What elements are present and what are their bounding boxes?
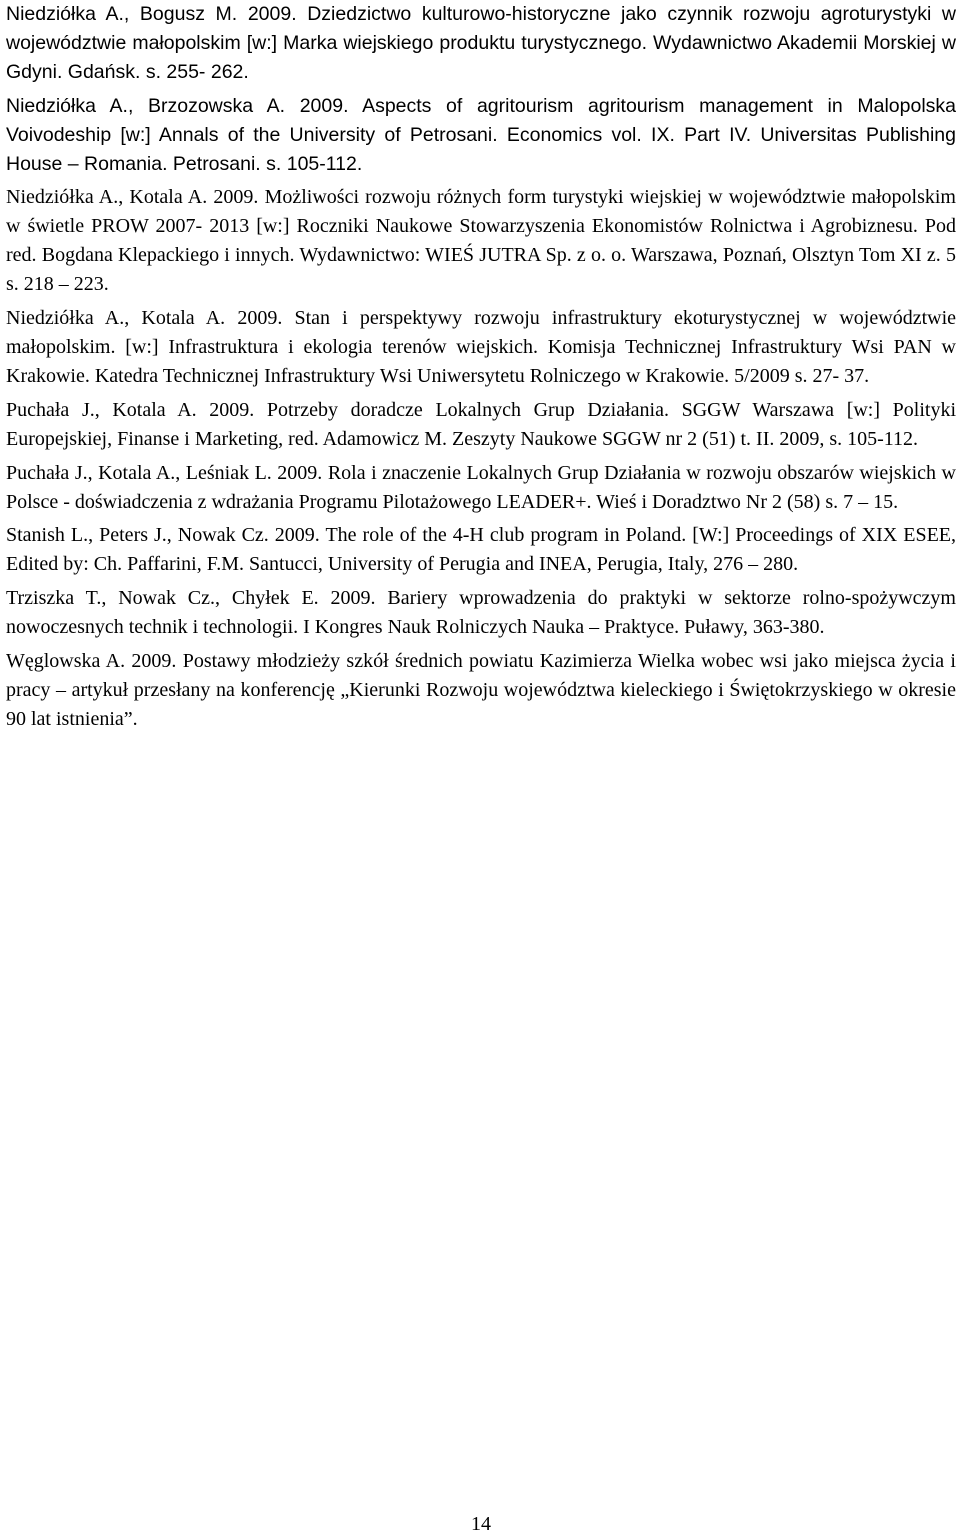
reference-entry: Węglowska A. 2009. Postawy młodzieży szkół średnich powiatu Kazimierza Wielka wobec wsi jako miejsca życia i pracy – artykuł przesłany na konferencję „Kierunki Rozwoju województwa kieleckiego i Świętokrzyskiego w okresie 90 lat istnienia”.: [6, 650, 956, 730]
reference-entry: Puchała J., Kotala A., Leśniak L. 2009. Rola i znaczenie Lokalnych Grup Działania w rozwoju obszarów wiejskich w Polsce - doświadczenia z wdrażania Programu Pilotażowego LEADER+. Wieś i Doradztwo Nr 2 (58) s. 7 – 15.: [6, 461, 956, 513]
reference-entry: Niedziółka A., Kotala A. 2009. Możliwości rozwoju różnych form turystyki wiejskiej w województwie małopolskim w świetle PROW 2007- 2013 [w:] Roczniki Naukowe Stowarzyszenia Ekonomistów Rolnictwa i Agrobiznesu. Pod red. Bogdana Klepackiego i innych. Wydawnictwo: WIEŚ JUTRA Sp. z o. o. Warszawa, Poznań, Olsztyn Tom XI z. 5 s. 218 – 223.: [6, 186, 956, 296]
reference-entry: Stanish L., Peters J., Nowak Cz. 2009. The role of the 4-H club program in Poland. [W:] Proceedings of XIX ESEE, Edited by: Ch. Paffarini, F.M. Santucci, University of Perugia and INEA, Perugia, Italy, 276 – 280.: [6, 524, 956, 576]
reference-entry: Niedziółka A., Brzozowska A. 2009. Aspects of agritourism agritourism management in Malopolska Voivodeship [w:] Annals of the University of Petrosani. Economics vol. IX. Part IV. Universitas Publishing House – Romania. Petrosani. s. 105-112.: [6, 94, 956, 175]
reference-entry: Niedziółka A., Kotala A. 2009. Stan i perspektywy rozwoju infrastruktury ekoturystycznej w województwie małopolskim. [w:] Infrastruktura i ekologia terenów wiejskich. Komisja Technicznej Infrastruktury Wsi PAN w Krakowie. Katedra Technicznej Infrastruktury Wsi Uniwersytetu Rolniczego w Krakowie. 5/2009 s. 27- 37.: [6, 307, 956, 387]
page-number: 14: [471, 1513, 491, 1535]
reference-entry: Puchała J., Kotala A. 2009. Potrzeby doradcze Lokalnych Grup Działania. SGGW Warszawa [w:] Polityki Europejskiej, Finanse i Marketing, red. Adamowicz M. Zeszyty Naukowe SGGW nr 2 (51) t. II. 2009, s. 105-112.: [6, 398, 956, 450]
reference-entry: Niedziółka A., Bogusz M. 2009. Dziedzictwo kulturowo-historyczne jako czynnik rozwoju agroturystyki w województwie małopolskim [w:] Marka wiejskiego produktu turystycznego. Wydawnictwo Akademii Morskiej w Gdyni. Gdańsk. s. 255- 262.: [6, 3, 956, 83]
reference-list: [6, 0, 956, 734]
document-page: [6, 0, 956, 1537]
reference-entry: Trziszka T., Nowak Cz., Chyłek E. 2009. Bariery wprowadzenia do praktyki w sektorze rolno-spożywczym nowoczesnych technik i technologii. I Kongres Nauk Rolniczych Nauka – Praktyce. Puławy, 363-380.: [6, 587, 956, 639]
